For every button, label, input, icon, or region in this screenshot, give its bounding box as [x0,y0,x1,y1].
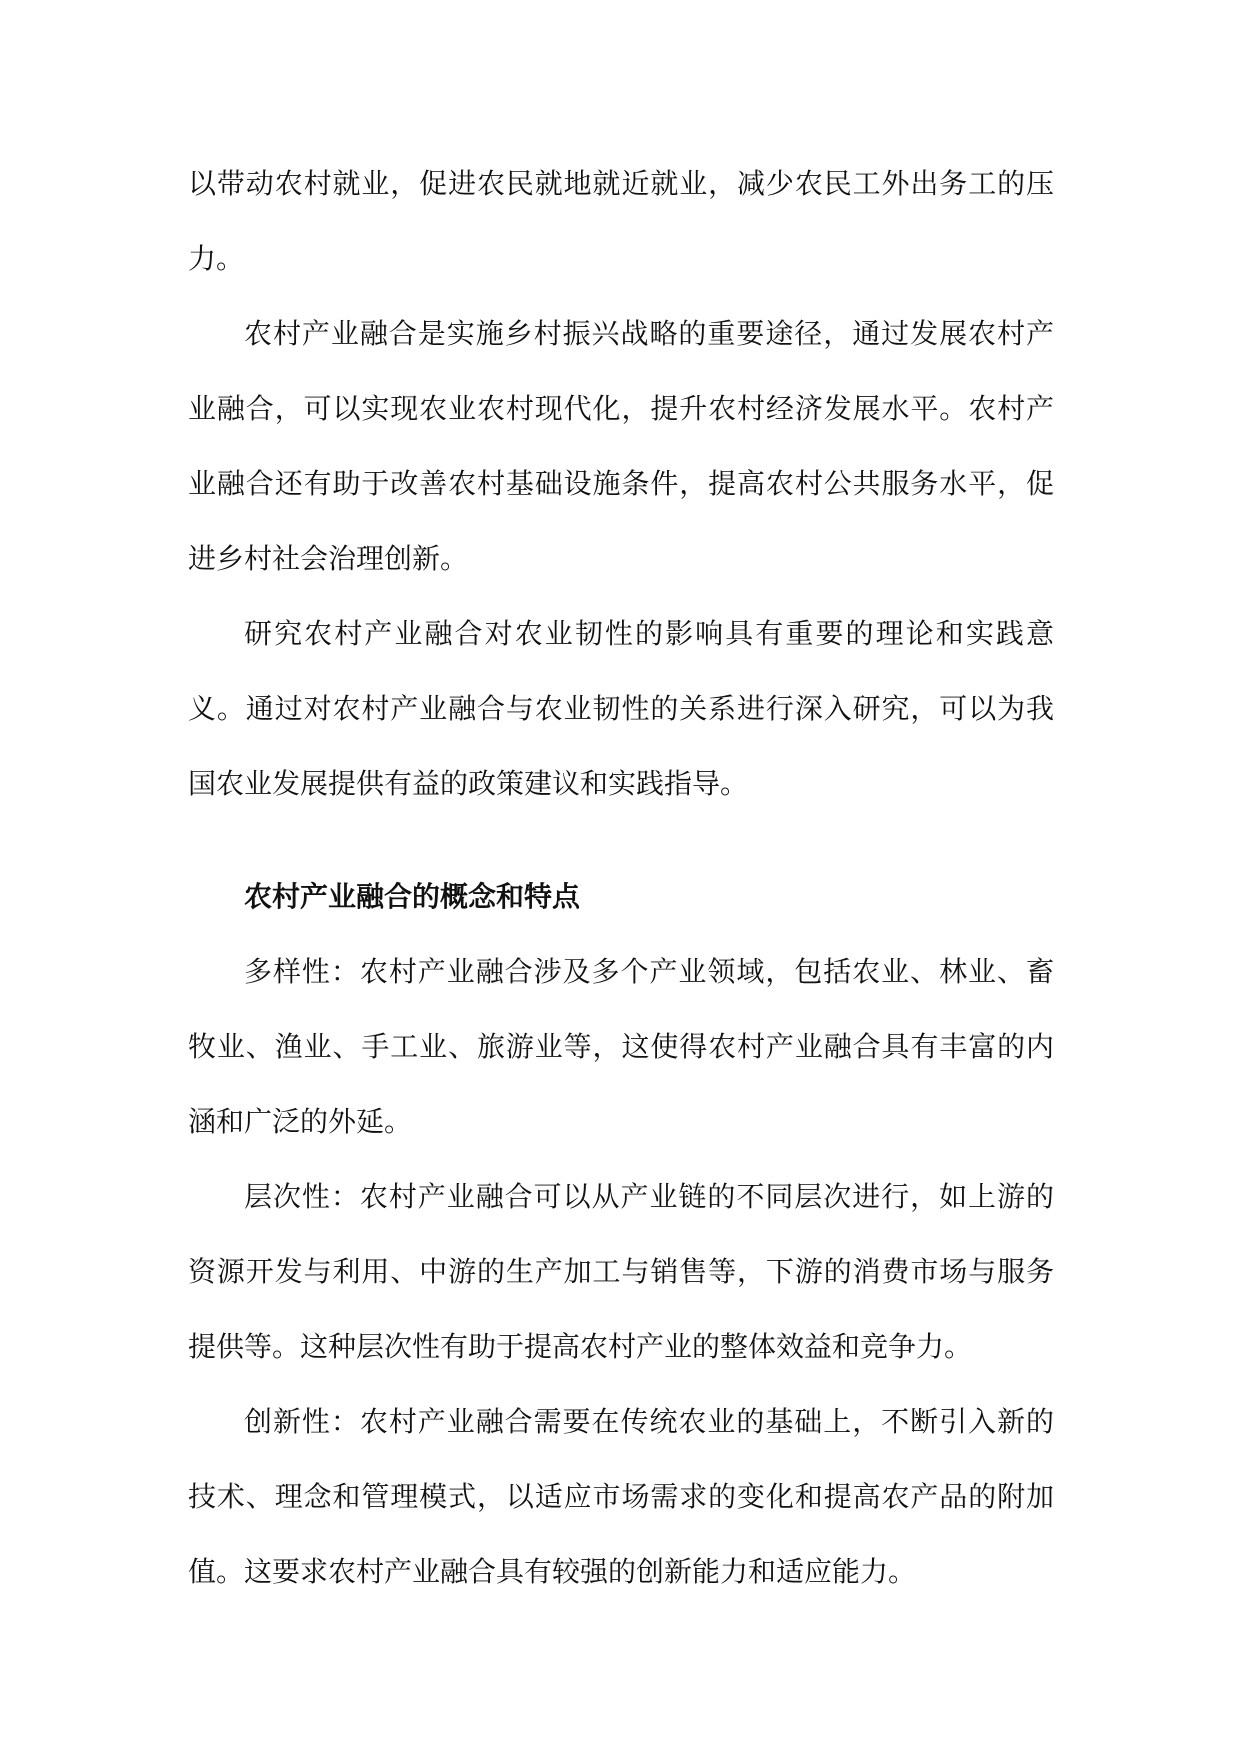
spacer [188,821,1054,859]
section-heading: 农村产业融合的概念和特点 [244,880,581,913]
paragraph-research-significance: 研究农村产业融合对农业韧性的影响具有重要的理论和实践意义。通过对农村产业融合与农业韧性的关系进行深入研究，可以为我国农业发展提供有益的政策建议和实践指导。 [188,617,1054,800]
document-body [188,146,1054,1609]
paragraph-innovation: 创新性：农村产业融合需要在传统农业的基础上，不断引入新的技术、理念和管理模式，以适应市场需求的变化和提高农产品的附加值。这要求农村产业融合具有较强的创新能力和适应能力。 [188,1405,1054,1588]
paragraph-diversity: 多样性：农村产业融合涉及多个产业领域，包括农业、林业、畜牧业、渔业、手工业、旅游业等，这使得农村产业融合具有丰富的内涵和广泛的外延。 [188,955,1054,1138]
paragraph-continuation: 以带动农村就业，促进农民就地就近就业，减少农民工外出务工的压力。 [188,167,1054,275]
paragraph-hierarchy: 层次性：农村产业融合可以从产业链的不同层次进行，如上游的资源开发与利用、中游的生产加工与销售等，下游的消费市场与服务提供等。这种层次性有助于提高农村产业的整体效益和竞争力。 [188,1180,1054,1363]
paragraph-rural-integration-strategy: 农村产业融合是实施乡村振兴战略的重要途径，通过发展农村产业融合，可以实现农业农村现代化，提升农村经济发展水平。农村产业融合还有助于改善农村基础设施条件，提高农村公共服务水平，促进乡村社会治理创新。 [188,317,1054,575]
